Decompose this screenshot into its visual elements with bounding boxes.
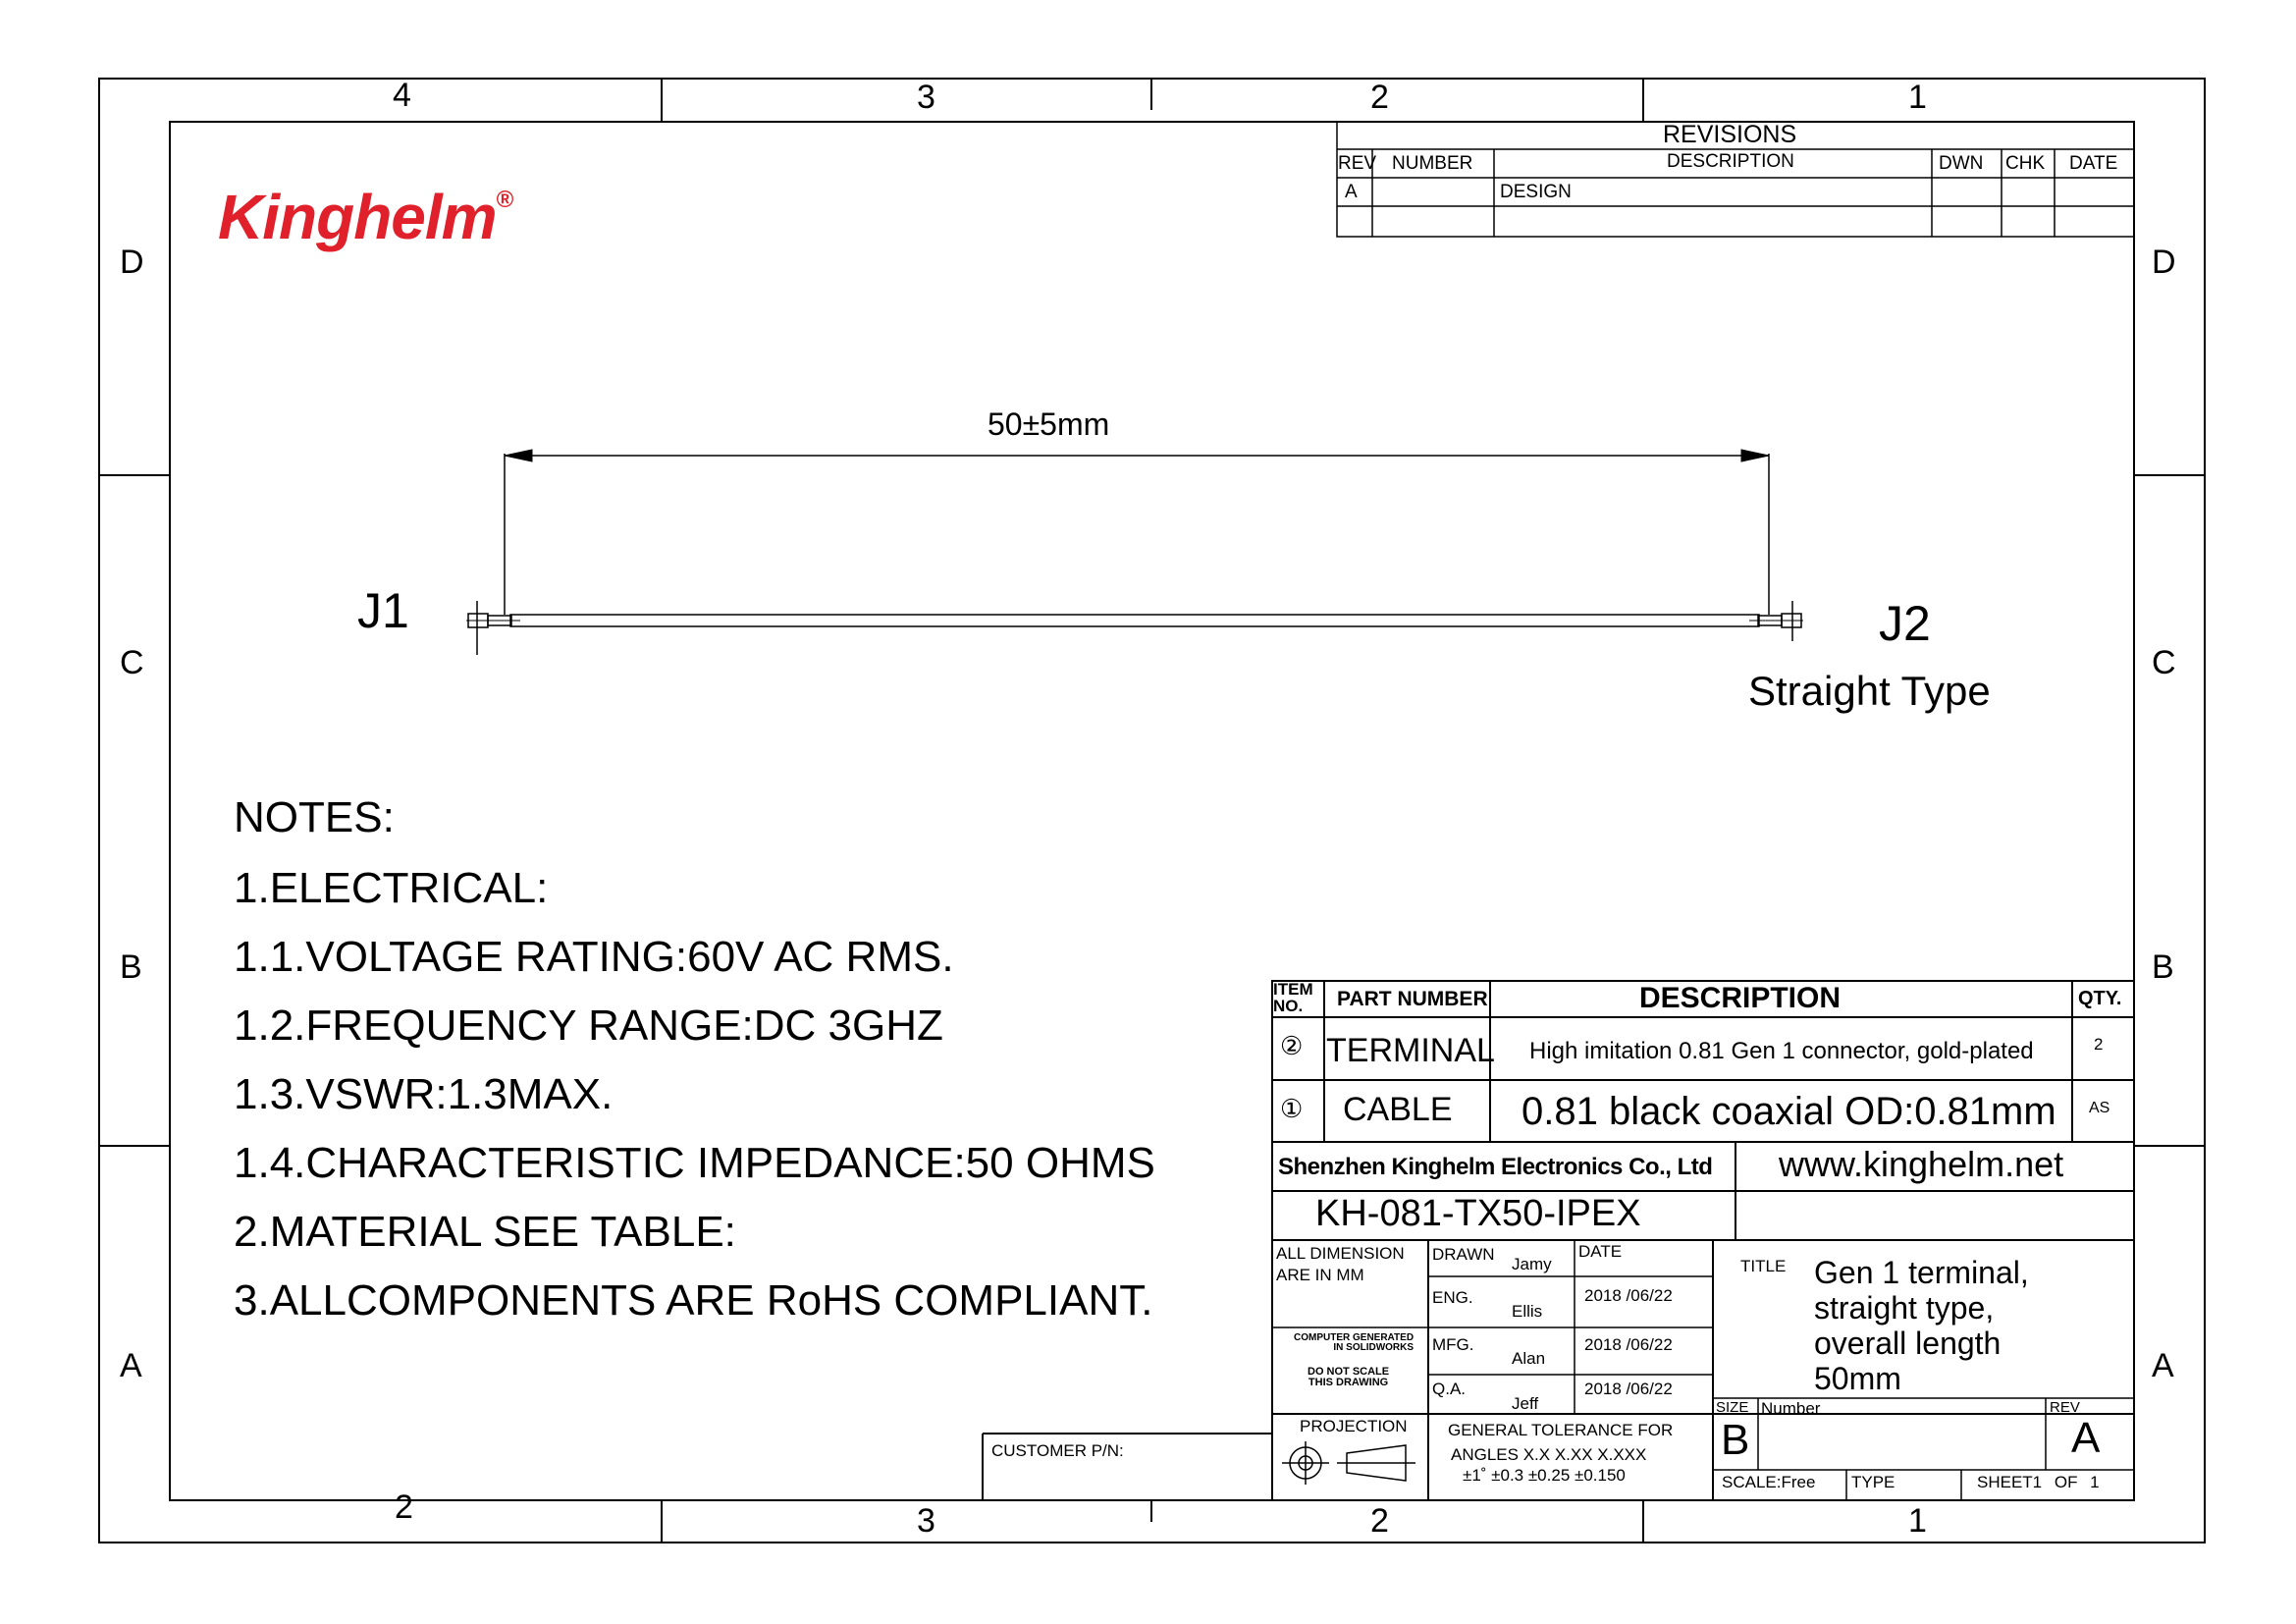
rev-header-date: DATE <box>2069 153 2118 174</box>
top-zone-1: 1 <box>1908 79 1927 116</box>
bom-row-1-item: ② <box>1280 1031 1304 1060</box>
bom-header-qty: QTY. <box>2078 988 2122 1009</box>
note-1-3: 1.3.VSWR:1.3MAX. <box>234 1070 614 1118</box>
qa-label: Q.A. <box>1432 1380 1467 1398</box>
rev-header-description: DESCRIPTION <box>1667 151 1794 172</box>
note-1-4: 1.4.CHARACTERISTIC IMPEDANCE:50 OHMS <box>234 1139 1155 1187</box>
notes-heading: NOTES: <box>234 793 395 841</box>
eng-date: 2018 /06/22 <box>1584 1286 1673 1305</box>
drawn-label: DRAWN <box>1432 1245 1495 1264</box>
rev-header-chk: CHK <box>2005 153 2046 174</box>
mfg-name: Alan <box>1512 1349 1546 1368</box>
eng-label: ENG. <box>1432 1288 1473 1307</box>
tolerance-line-3: ±1˚ ±0.3 ±0.25 ±0.150 <box>1463 1466 1626 1485</box>
dimension-note: ALL DIMENSION ARE IN MM <box>1276 1244 1405 1284</box>
bom-row-1-description: High imitation 0.81 Gen 1 connector, gold-plated <box>1529 1038 2034 1064</box>
kinghelm-logo <box>218 181 512 253</box>
registered-mark: ® <box>496 187 513 213</box>
revisions-title: REVISIONS <box>1663 121 1797 148</box>
number-label: Number <box>1761 1399 1821 1418</box>
scale-value: SCALE:Free <box>1722 1473 1816 1491</box>
bottom-zone-2: 2 <box>1370 1502 1389 1540</box>
right-zone-d: D <box>2152 244 2176 281</box>
logo-text: Kinghelm <box>218 182 497 252</box>
cable-drawing <box>466 450 1803 655</box>
qa-date: 2018 /06/22 <box>1584 1380 1673 1398</box>
rev-row-rev: A <box>1345 182 1358 202</box>
bom-row-2-part: CABLE <box>1343 1091 1453 1128</box>
bom-row-2-qty: AS <box>2089 1100 2110 1116</box>
note-1-1: 1.1.VOLTAGE RATING:60V AC RMS. <box>234 933 954 981</box>
tolerance-line-1: GENERAL TOLERANCE FOR <box>1448 1421 1674 1439</box>
top-zone-3: 3 <box>917 79 935 116</box>
note-2: 2.MATERIAL SEE TABLE: <box>234 1208 736 1256</box>
projection-symbol <box>1282 1441 1415 1485</box>
rev-header-rev: REV <box>1338 153 1377 174</box>
website: www.kinghelm.net <box>1779 1144 2064 1184</box>
left-zone-c: C <box>120 644 144 681</box>
straight-type-label: Straight Type <box>1748 668 1991 714</box>
title-line-2: straight type, <box>1814 1290 1995 1326</box>
size-label: SIZE <box>1716 1399 1749 1416</box>
right-zone-c: C <box>2152 644 2176 681</box>
top-zone-4: 4 <box>393 77 411 114</box>
bom-header-part: PART NUMBER <box>1337 988 1488 1010</box>
date-header: DATE <box>1578 1242 1623 1261</box>
left-zone-d: D <box>120 244 144 281</box>
bottom-zone-2a: 2 <box>395 1489 413 1526</box>
drawn-name: Jamy <box>1512 1255 1552 1273</box>
do-not-scale-note: DO NOT SCALE THIS DRAWING <box>1308 1366 1390 1388</box>
rev-row-description: DESIGN <box>1500 182 1572 202</box>
qa-name: Jeff <box>1512 1394 1539 1413</box>
title-line-4: 50mm <box>1814 1361 1901 1396</box>
bottom-zone-1: 1 <box>1908 1502 1927 1540</box>
rev-header-dwn: DWN <box>1939 153 1984 174</box>
length-dimension: 50±5mm <box>988 406 1110 442</box>
projection-label: PROJECTION <box>1300 1417 1408 1435</box>
rev-header-number: NUMBER <box>1392 153 1473 174</box>
mfg-label: MFG. <box>1432 1335 1474 1354</box>
right-zone-a: A <box>2152 1347 2174 1384</box>
size-value: B <box>1721 1416 1750 1464</box>
part-code: KH-081-TX50-IPEX <box>1315 1193 1641 1234</box>
company-name: Shenzhen Kinghelm Electronics Co., Ltd <box>1278 1154 1713 1180</box>
customer-pn-label: CUSTOMER P/N: <box>991 1441 1124 1460</box>
bom-row-1-qty: 2 <box>2094 1035 2104 1054</box>
bottom-zone-3: 3 <box>917 1502 935 1540</box>
right-zone-b: B <box>2152 948 2174 986</box>
note-3: 3.ALLCOMPONENTS ARE RoHS COMPLIANT. <box>234 1276 1153 1325</box>
tolerance-line-2: ANGLES X.X X.XX X.XXX <box>1451 1445 1647 1464</box>
bom-row-1-part: TERMINAL <box>1326 1032 1495 1069</box>
left-zone-b: B <box>120 948 142 986</box>
bom-row-2-item: ① <box>1280 1094 1304 1123</box>
rev-value: A <box>2071 1414 2101 1462</box>
left-zone-a: A <box>120 1347 142 1384</box>
top-zone-2: 2 <box>1370 79 1389 116</box>
note-1-2: 1.2.FREQUENCY RANGE:DC 3GHZ <box>234 1001 943 1050</box>
connector-j2-label: J2 <box>1879 596 1931 651</box>
mfg-date: 2018 /06/22 <box>1584 1335 1673 1354</box>
rev-label: REV <box>2050 1399 2080 1416</box>
title-label: TITLE <box>1740 1257 1787 1275</box>
bom-row-2-description: 0.81 black coaxial OD:0.81mm <box>1522 1090 2056 1133</box>
title-line-1: Gen 1 terminal, <box>1814 1255 2029 1290</box>
type-label: TYPE <box>1851 1473 1896 1491</box>
note-1: 1.ELECTRICAL: <box>234 864 549 912</box>
eng-name: Ellis <box>1512 1302 1543 1321</box>
title-line-3: overall length <box>1814 1326 2002 1361</box>
connector-j1-label: J1 <box>357 583 409 638</box>
bom-header-description: DESCRIPTION <box>1639 982 1842 1014</box>
sheet-value: SHEET1 OF 1 <box>1977 1473 2100 1491</box>
computer-generated-note: COMPUTER GENERATED IN SOLIDWORKS <box>1294 1332 1415 1353</box>
bom-header-item: ITEM NO. <box>1273 980 1313 1015</box>
